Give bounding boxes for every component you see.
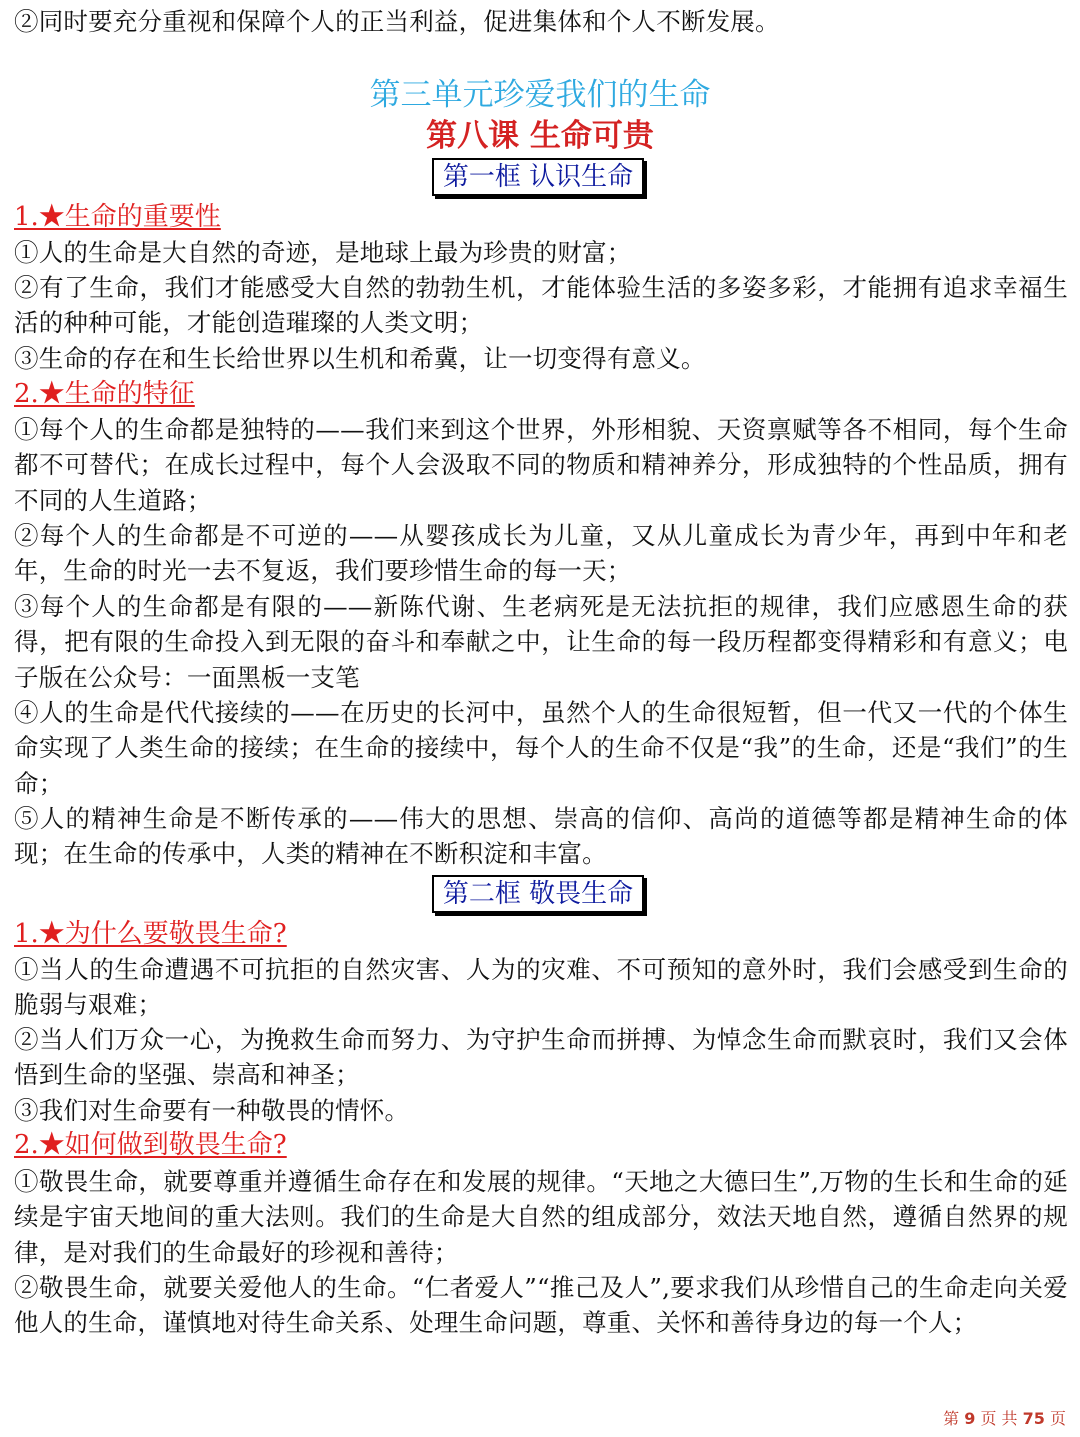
- footer-middle: 页 共: [975, 1409, 1023, 1428]
- list-item: ③每个人的生命都是有限的——新陈代谢、生老病死是无法抗拒的规律，我们应感恩生命的获得，把有限的生命投入到无限的奋斗和奉献之中，让生命的每一段历程都变得精彩和有意义；电子版在公众号：一面黑板一支笔: [14, 592, 1068, 692]
- list-item: ①当人的生命遭遇不可抗拒的自然灾害、人为的灾难、不可预知的意外时，我们会感受到生命的脆弱与艰难；: [14, 955, 1068, 1020]
- list-item: ③生命的存在和生长给世界以生机和希冀，让一切变得有意义。: [14, 344, 706, 373]
- section-heading: 1.★为什么要敬畏生命?: [14, 919, 287, 949]
- footer-prefix: 第: [943, 1409, 965, 1428]
- list-item: ②敬畏生命，就要关爱他人的生命。“仁者爱人”“推己及人”,要求我们从珍惜自己的生命走向关爱他人的生命，谨慎地对待生命关系、处理生命问题，尊重、关怀和善待身边的每一个人；: [14, 1273, 1068, 1338]
- current-page: 9: [964, 1409, 976, 1428]
- frame2-title: 第二框 敬畏生命: [432, 875, 644, 913]
- list-item: ①每个人的生命都是独特的——我们来到这个世界，外形相貌、天资禀赋等各不相同，每个生命都不可替代；在成长过程中，每个人会汲取不同的物质和精神养分，形成独特的个性品质，拥有不同的人生道路；: [14, 415, 1068, 515]
- list-item: ②每个人的生命都是不可逆的——从婴孩成长为儿童，又从儿童成长为青少年，再到中年和老年，生命的时光一去不复返，我们要珍惜生命的每一天；: [14, 521, 1068, 586]
- list-item: ④人的生命是代代接续的——在历史的长河中，虽然个人的生命很短暂，但一代又一代的个体生命实现了人类生命的接续；在生命的接续中，每个人的生命不仅是“我”的生命，还是“我们”的生命；: [14, 698, 1068, 798]
- footer-suffix: 页: [1044, 1409, 1066, 1428]
- frame1-title: 第一框 认识生命: [432, 158, 644, 196]
- page-number-footer: [943, 1408, 1066, 1430]
- lesson-title: 第八课 生命可贵: [426, 118, 654, 154]
- list-item: ①敬畏生命，就要尊重并遵循生命存在和发展的规律。“天地之大德曰生”,万物的生长和生命的延续是宇宙天地间的重大法则。我们的生命是大自然的组成部分，效法天地自然，遵循自然界的规律，是对我们的生命最好的珍视和善待；: [14, 1167, 1068, 1267]
- section-heading: 1.★生命的重要性: [14, 202, 221, 232]
- unit-title: 第三单元珍爱我们的生命: [369, 77, 711, 113]
- list-item: ②有了生命，我们才能感受大自然的勃勃生机，才能体验生活的多姿多彩，才能拥有追求幸福生活的种种可能，才能创造璀璨的人类文明；: [14, 273, 1068, 338]
- total-pages: 75: [1022, 1409, 1045, 1428]
- section-heading: 2.★生命的特征: [14, 379, 195, 409]
- top-line: ②同时要充分重视和保障个人的正当利益，促进集体和个人不断发展。: [14, 7, 780, 36]
- section-heading: 2.★如何做到敬畏生命?: [14, 1130, 287, 1160]
- list-item: ②当人们万众一心，为挽救生命而努力、为守护生命而拼搏、为悼念生命而默哀时，我们又会体悟到生命的坚强、崇高和神圣；: [14, 1025, 1068, 1090]
- list-item: ⑤人的精神生命是不断传承的——伟大的思想、崇高的信仰、高尚的道德等都是精神生命的体现；在生命的传承中，人类的精神在不断积淀和丰富。: [14, 804, 1068, 869]
- list-item: ①人的生命是大自然的奇迹，是地球上最为珍贵的财富；: [14, 238, 632, 267]
- list-item: ③我们对生命要有一种敬畏的情怀。: [14, 1096, 410, 1125]
